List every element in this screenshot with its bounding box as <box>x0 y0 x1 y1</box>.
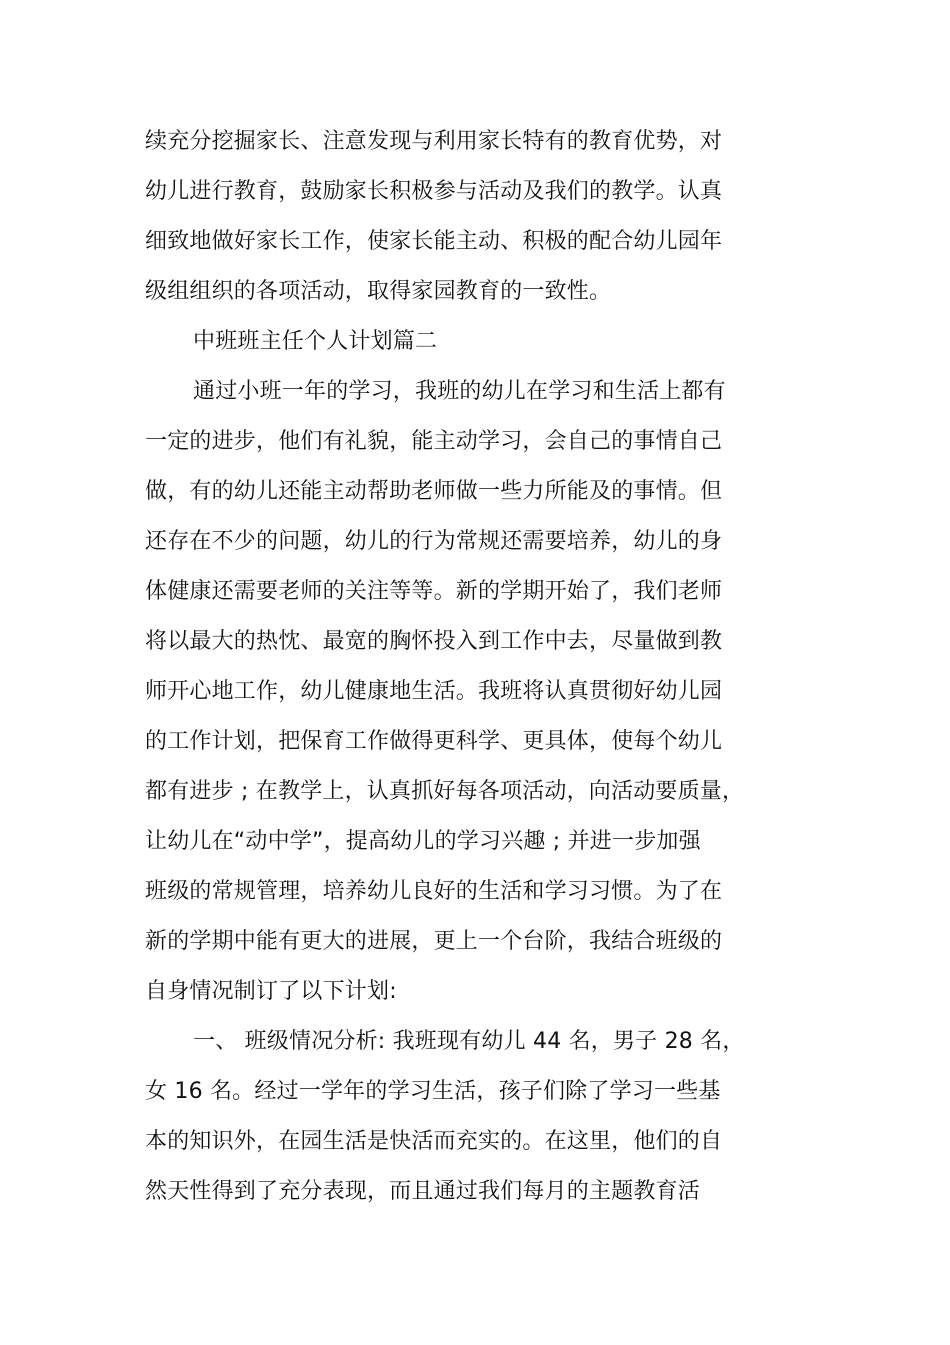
text-line: 将以最大的热忱、最宽的胸怀投入到工作中去，尽量做到教 <box>145 629 723 654</box>
text-line: 体健康还需要老师的关注等等。新的学期开始了，我们老师 <box>145 579 723 604</box>
text-line: 一、 班级情况分析: 我班现有幼儿 44 名，男子 28 名， <box>193 1029 745 1054</box>
text-line: 级组组织的各项活动，取得家园教育的一致性。 <box>145 279 612 304</box>
text-line: 新的学期中能有更大的进展，更上一个台阶，我结合班级的 <box>145 929 723 954</box>
section-heading: 中班班主任个人计划篇二 <box>193 329 438 354</box>
text-line: 都有进步 ; 在教学上，认真抓好每各项活动，向活动要质量， <box>145 779 745 804</box>
text-line: 然天性得到了充分表现，而且通过我们每月的主题教育活 <box>145 1179 701 1204</box>
text-line: 续充分挖掘家长、注意发现与利用家长特有的教育优势，对 <box>145 129 723 154</box>
text-line: 幼儿进行教育，鼓励家长积极参与活动及我们的教学。认真 <box>145 179 723 204</box>
text-line: 让幼儿在“动中学”，提高幼儿的学习兴趣 ; 并进一步加强 <box>145 829 701 854</box>
text-line: 一定的进步，他们有礼貌，能主动学习，会自己的事情自己 <box>145 429 723 454</box>
text-line: 的工作计划，把保育工作做得更科学、更具体，使每个幼儿 <box>145 729 723 754</box>
text-line: 还存在不少的问题，幼儿的行为常规还需要培养，幼儿的身 <box>145 529 723 554</box>
text-line: 女 16 名。经过一学年的学习生活，孩子们除了学习一些基 <box>145 1079 721 1104</box>
text-line: 师开心地工作，幼儿健康地生活。我班将认真贯彻好幼儿园 <box>145 679 723 704</box>
text-line: 班级的常规管理，培养幼儿良好的生活和学习习惯。为了在 <box>145 879 723 904</box>
text-line: 通过小班一年的学习，我班的幼儿在学习和生活上都有 <box>193 379 726 404</box>
text-line: 本的知识外，在园生活是快活而充实的。在这里，他们的自 <box>145 1129 723 1154</box>
text-line: 自身情况制订了以下计划: <box>145 979 397 1004</box>
text-line: 细致地做好家长工作，使家长能主动、积极的配合幼儿园年 <box>145 229 723 254</box>
text-line: 做，有的幼儿还能主动帮助老师做一些力所能及的事情。但 <box>145 479 723 504</box>
